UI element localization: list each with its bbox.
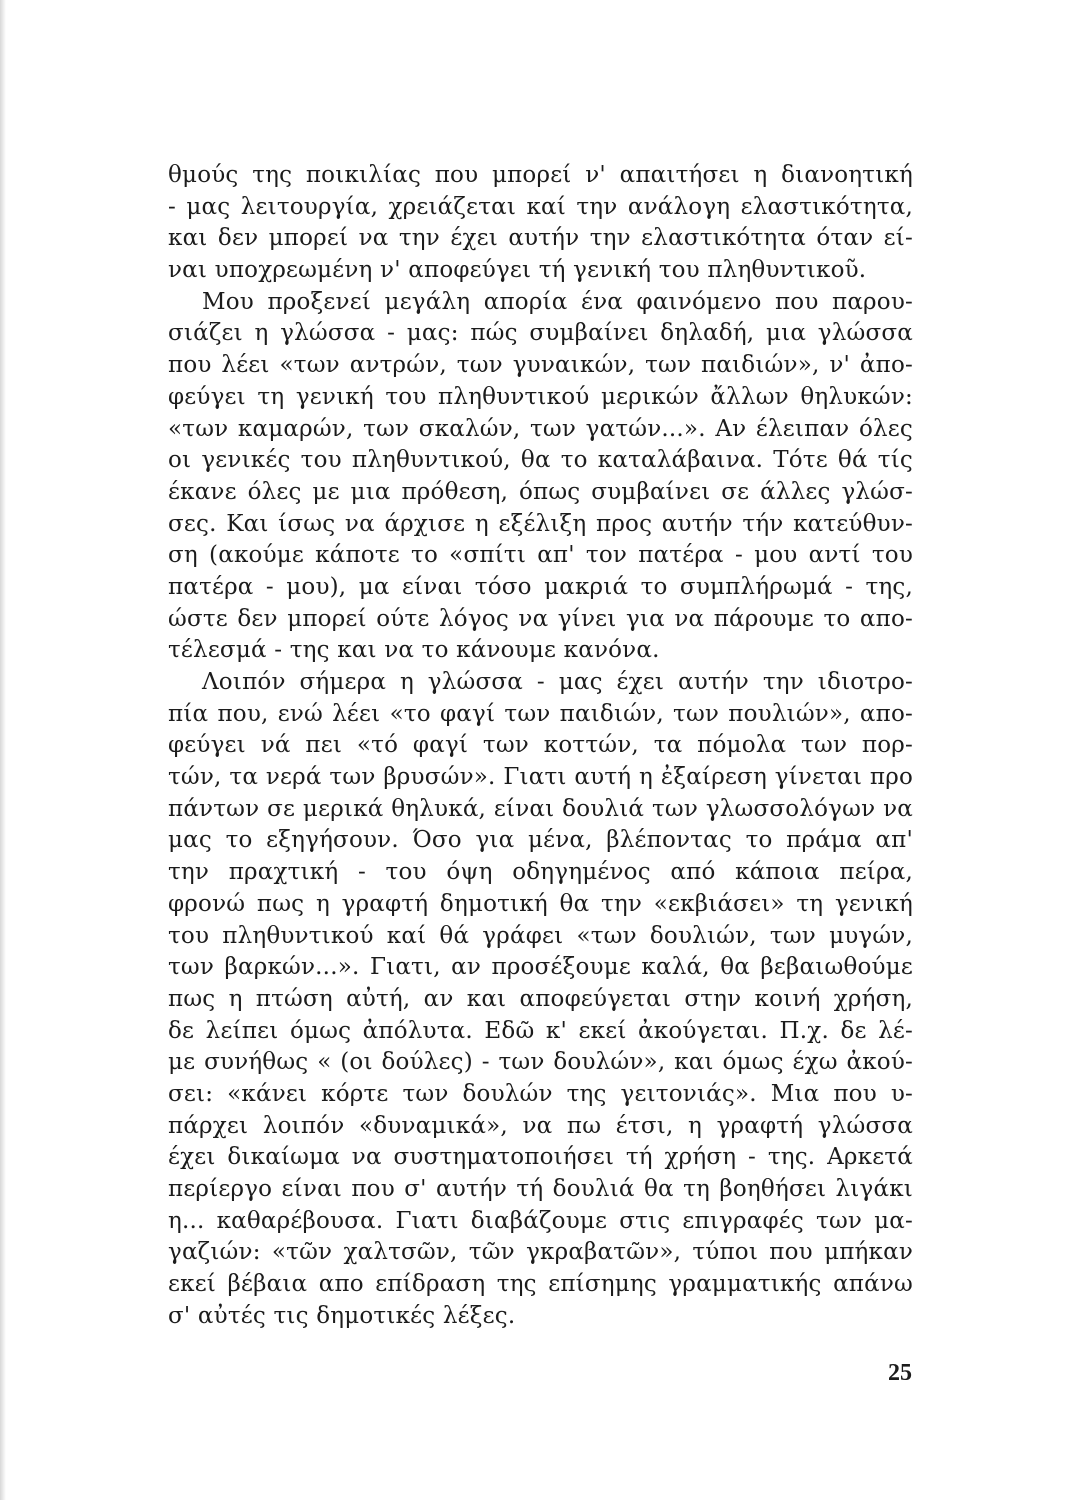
text-line: πατέρα - μου), μα είναι τόσο μακριά το συμπλήρωμά - της, [168, 573, 913, 600]
text-line: ώστε δεν μπορεί ούτε λόγος να γίνει για να πάρουμε το απο- [168, 605, 913, 632]
text-line: η... καθαρέβουσα. Γιατι διαβάζουμε στις επιγραφές των μα- [168, 1207, 913, 1234]
text-line: την πραχτική - του όψη οδηγημένος από κάποια πείρα, [168, 859, 913, 886]
text-line: τέλεσμά - της και να το κάνουμε κανόνα. [168, 637, 660, 664]
text-line: με συνήθως « (οι δούλες) - των δουλών», και όμως έχω ἀκού- [168, 1049, 913, 1076]
text-line: φεύγει νά πει «τό φαγί των κοττών, τα πόμολα των πορ- [168, 732, 913, 759]
page-number: 25 [888, 1360, 912, 1386]
text-line: περίεργο είναι που σ' αυτήν τή δουλιά θα τη βοηθήσει λιγάκι [168, 1176, 913, 1202]
text-line: σιάζει η γλώσσα - μας: πώς συμβαίνει δηλαδή, μια γλώσσα [168, 320, 913, 347]
text-line: έχει δικαίωμα να συστηματοποιήσει τή χρήση - της. Αρκετά [168, 1144, 913, 1171]
text-line: γαζιών: «τῶν χαλτσῶν, τῶν γκραβατῶν», τύποι που μπήκαν [168, 1239, 913, 1266]
text-line: ναι υποχρεωμένη ν' αποφεύγει τή γενική του πληθυντικοῦ. [168, 257, 867, 284]
page-edge-shadow [0, 0, 6, 1500]
text-line: Λοιπόν σήμερα η γλώσσα - μας έχει αυτήν την ιδιοτρο- [202, 669, 913, 695]
text-line: σες. Και ίσως να άρχισε η εξέλιξη προς αυτήν τήν κατεύθυν- [168, 510, 913, 537]
text-line: «των καμαρών, των σκαλών, των γατών...». Αν έλειπαν όλες [168, 415, 913, 442]
text-line: ση (ακούμε κάποτε το «σπίτι απ' τον πατέρα - μου αντί του [168, 542, 913, 569]
text-line: και δεν μπορεί να την έχει αυτήν την ελαστικότητα όταν εί- [168, 225, 913, 252]
text-line: πία που, ενώ λέει «το φαγί των παιδιών, των πουλιών», απο- [168, 700, 913, 727]
text-line: σ' αὐτές τις δημοτικές λέξες. [168, 1302, 516, 1329]
text-line: των βαρκών...». Γιατι, αν προσέξουμε καλά, θα βεβαιωθούμε [168, 954, 913, 981]
text-line: πάρχει λοιπόν «δυναμικά», να πω έτσι, η γραφτή γλώσσα [168, 1112, 913, 1139]
text-line: μας το εξηγήσουν. Όσο για μένα, βλέποντας το πράμα απ' [168, 827, 913, 854]
body-text [168, 160, 913, 1332]
text-line: που λέει «των αντρών, των γυναικών, των παιδιών», ν' ἀπο- [168, 352, 913, 379]
text-line: οι γενικές του πληθυντικού, θα το καταλάβαινα. Τότε θά τίς [168, 447, 913, 474]
text-line: εκεί βέβαια απο επίδραση της επίσημης γραμματικής απάνω [168, 1271, 913, 1298]
text-line: πως η πτώση αὐτή, αν και αποφεύγεται στην κοινή χρήση, [168, 985, 913, 1012]
text-line: - μας λειτουργία, χρειάζεται καί την ανάλογη ελαστικότητα, [168, 193, 913, 220]
text-line: έκανε όλες με μια πρόθεση, όπως συμβαίνει σε άλλες γλώσ- [168, 478, 913, 505]
text-line: πάντων σε μερικά θηλυκά, είναι δουλιά των γλωσσολόγων να [168, 795, 913, 822]
text-line: τών, τα νερά των βρυσών». Γιατι αυτή η ἐξαίρεση γίνεται προ [168, 764, 913, 791]
text-line: του πληθυντικού καί θά γράφει «των δουλιών, των μυγών, [168, 922, 913, 949]
text-line: Μου προξενεί μεγάλη απορία ένα φαινόμενο που παρου- [202, 288, 913, 315]
text-line: δε λείπει όμως ἀπόλυτα. Εδῶ κ' εκεί ἀκούγεται. Π.χ. δε λέ- [168, 1017, 913, 1044]
text-line: σει: «κάνει κόρτε των δουλών της γειτονιάς». Μια που υ- [168, 1080, 913, 1107]
text-line: θμούς της ποικιλίας που μπορεί ν' απαιτήσει η διανοητική [168, 162, 913, 188]
text-line: φεύγει τη γενική του πληθυντικού μερικών ἄλλων θηλυκών: [168, 383, 913, 410]
text-line: φρονώ πως η γραφτή δημοτική θα την «εκβιάσει» τη γενική [168, 890, 913, 917]
